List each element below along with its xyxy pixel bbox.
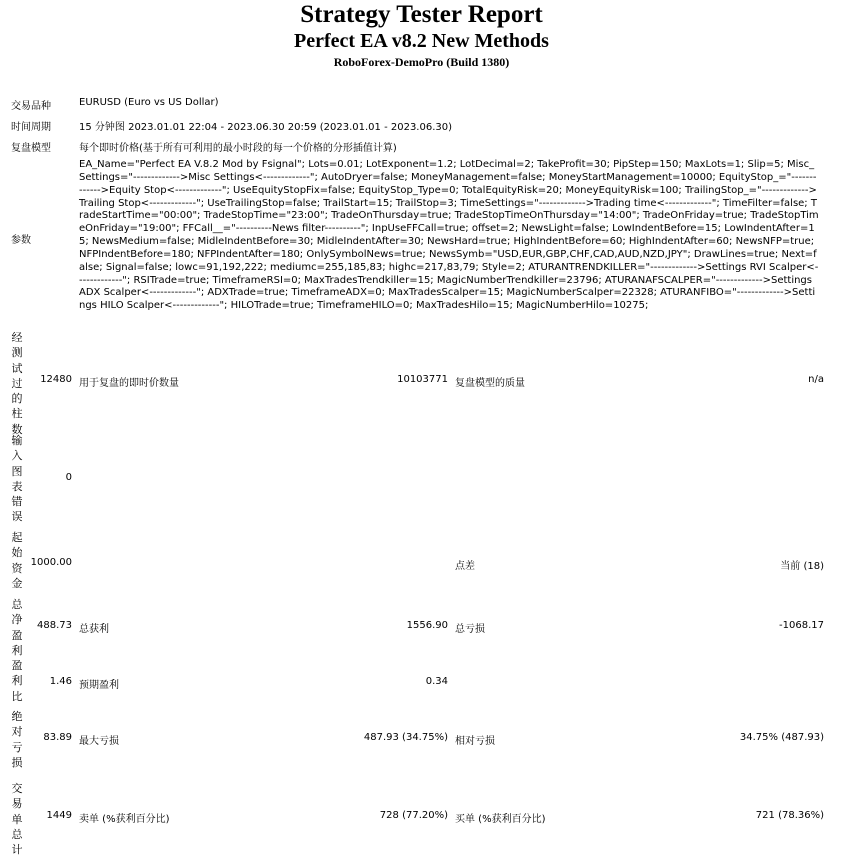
quality-value: n/a xyxy=(808,374,824,385)
short-value: 728 (77.20%) xyxy=(379,810,448,821)
trades-label: 交易单总计 xyxy=(11,782,23,857)
short-label: 卖单 (%获利百分比) xyxy=(79,814,170,825)
bars-label: 经测试过的柱数 xyxy=(11,331,23,436)
ea-name: Perfect EA v8.2 New Methods xyxy=(294,30,549,52)
period-value: 15 分钟图 2023.01.01 22:04 - 2023.06.30 20:59 (2023.01.01 - 2023.06.30) xyxy=(79,122,453,133)
model-label: 复盘模型 xyxy=(11,143,51,154)
grossloss-value: -1068.17 xyxy=(779,620,824,631)
symbol-value: EURUSD (Euro vs US Dollar) xyxy=(79,97,219,108)
grossprofit-value: 1556.90 xyxy=(406,620,448,631)
ticks-label: 用于复盘的即时价数量 xyxy=(79,378,179,389)
netprofit-value: 488.73 xyxy=(37,620,72,631)
absdd-label: 绝对亏损 xyxy=(11,710,23,769)
bars-value: 12480 xyxy=(40,374,72,385)
params-label: 参数 xyxy=(11,235,31,246)
reldd-value: 34.75% (487.93) xyxy=(739,732,824,743)
maxdd-value: 487.93 (34.75%) xyxy=(363,732,448,743)
errors-label: 输入图表错误 xyxy=(11,434,23,524)
pf-value: 1.46 xyxy=(49,676,72,687)
netprofit-label: 总净盈利 xyxy=(11,598,23,657)
absdd-value: 83.89 xyxy=(43,732,72,743)
ticks-value: 10103771 xyxy=(397,374,448,385)
grossloss-label: 总亏损 xyxy=(455,624,485,635)
expected-value: 0.34 xyxy=(425,676,448,687)
spread-value: 当前 (18) xyxy=(780,561,824,572)
trades-value: 1449 xyxy=(46,810,72,821)
server-build: RoboForex-DemoPro (Build 1380) xyxy=(333,55,510,69)
period-label: 时间周期 xyxy=(11,122,51,133)
maxdd-label: 最大亏损 xyxy=(79,736,119,747)
deposit-label: 起始资金 xyxy=(11,531,23,590)
long-label: 买单 (%获利百分比) xyxy=(455,814,546,825)
quality-label: 复盘模型的质量 xyxy=(455,378,525,389)
expected-label: 预期盈利 xyxy=(79,680,119,691)
grossprofit-label: 总获利 xyxy=(79,624,109,635)
spread-label: 点差 xyxy=(455,561,475,572)
params-value: EA_Name="Perfect EA V.8.2 Mod by Fsignal"; Lots=0.01; LotExponent=1.2; LotDecimal=2; TakeProfit=30; PipStep=150; MaxLots=1; Slip=5; Misc_Settings="------------->Misc Settings<-------------"; AutoDryer=false; MoneyManagement=false; MoneyStartManagement=10000; EquityStop_="------------->Equity Stop<-------------"; UseEquityStopFix=false; EquityStop_Type=0; TotalEquityRisk=20; MoneyEquityRisk=100; TrailingStop_="------------->Trailing Stop<-------------"; UseTrailingStop=false; TrailStart=15; TrailStop=3; TimeSettings="------------->Trading time<-------------"; TimeFilter=false; TradeStartTime="00:00"; TradeStopTime="23:00"; TradeOnThursday=true; TradeStopTimeOnThursday="14:00"; TradeOnFriday=true; TradeStopTimeOnFriday="19:00"; FFCall__="----------News filter----------"; InpUseFFCall=true; offset=2; NewsLight=false; LowIndentBefore=15; LowIndentAfter=15; NewsMedium=false; MidleIndentBefore=30; MidleIndentAfter=30; NewsHard=true; HighIndentBefore=60; HighIndentAfter=60; NewsNFP=true; NFPIndentBefore=180; NFPIndentAfter=180; OnlySymbolNews=true; NewsSymb="USD,EUR,GBP,CHF,CAD,AUD,NZD,JPY"; DrawLines=true; Next=false; Signal=false; lowc=91,192,222; mediumc=255,185,83; highc=217,83,79; Style=2; ATURANTRENDKILLER="------------->Settings RVI Scalper<-------------"; RSITrade=true; TimeframeRSI=0; MaxTradesTrendkiller=15; MagicNumberTrendkiller=23796; ATURANAFSCALPER="------------->Settings ADX Scalper<-------------"; ADXTrade=true; TimeframeADX=0; MaxTradesScalper=15; MagicNumberScalper=22328; ATURANFIBO="------------->Settings HILO Scalper<-------------"; HILOTrade=true; TimeframeHILO=0; MaxTradesHilo=15; MagicNumberHilo=10275; xyxy=(79,159,819,312)
errors-value: 0 xyxy=(65,472,72,483)
deposit-value: 1000.00 xyxy=(30,557,72,568)
model-value: 每个即时价格(基于所有可利用的最小时段的每一个价格的分形插值计算) xyxy=(79,143,397,154)
long-value: 721 (78.36%) xyxy=(755,810,824,821)
pf-label: 盈利比 xyxy=(11,659,23,703)
symbol-label: 交易品种 xyxy=(11,101,51,112)
reldd-label: 相对亏损 xyxy=(455,736,495,747)
report-title: Strategy Tester Report xyxy=(300,1,543,28)
